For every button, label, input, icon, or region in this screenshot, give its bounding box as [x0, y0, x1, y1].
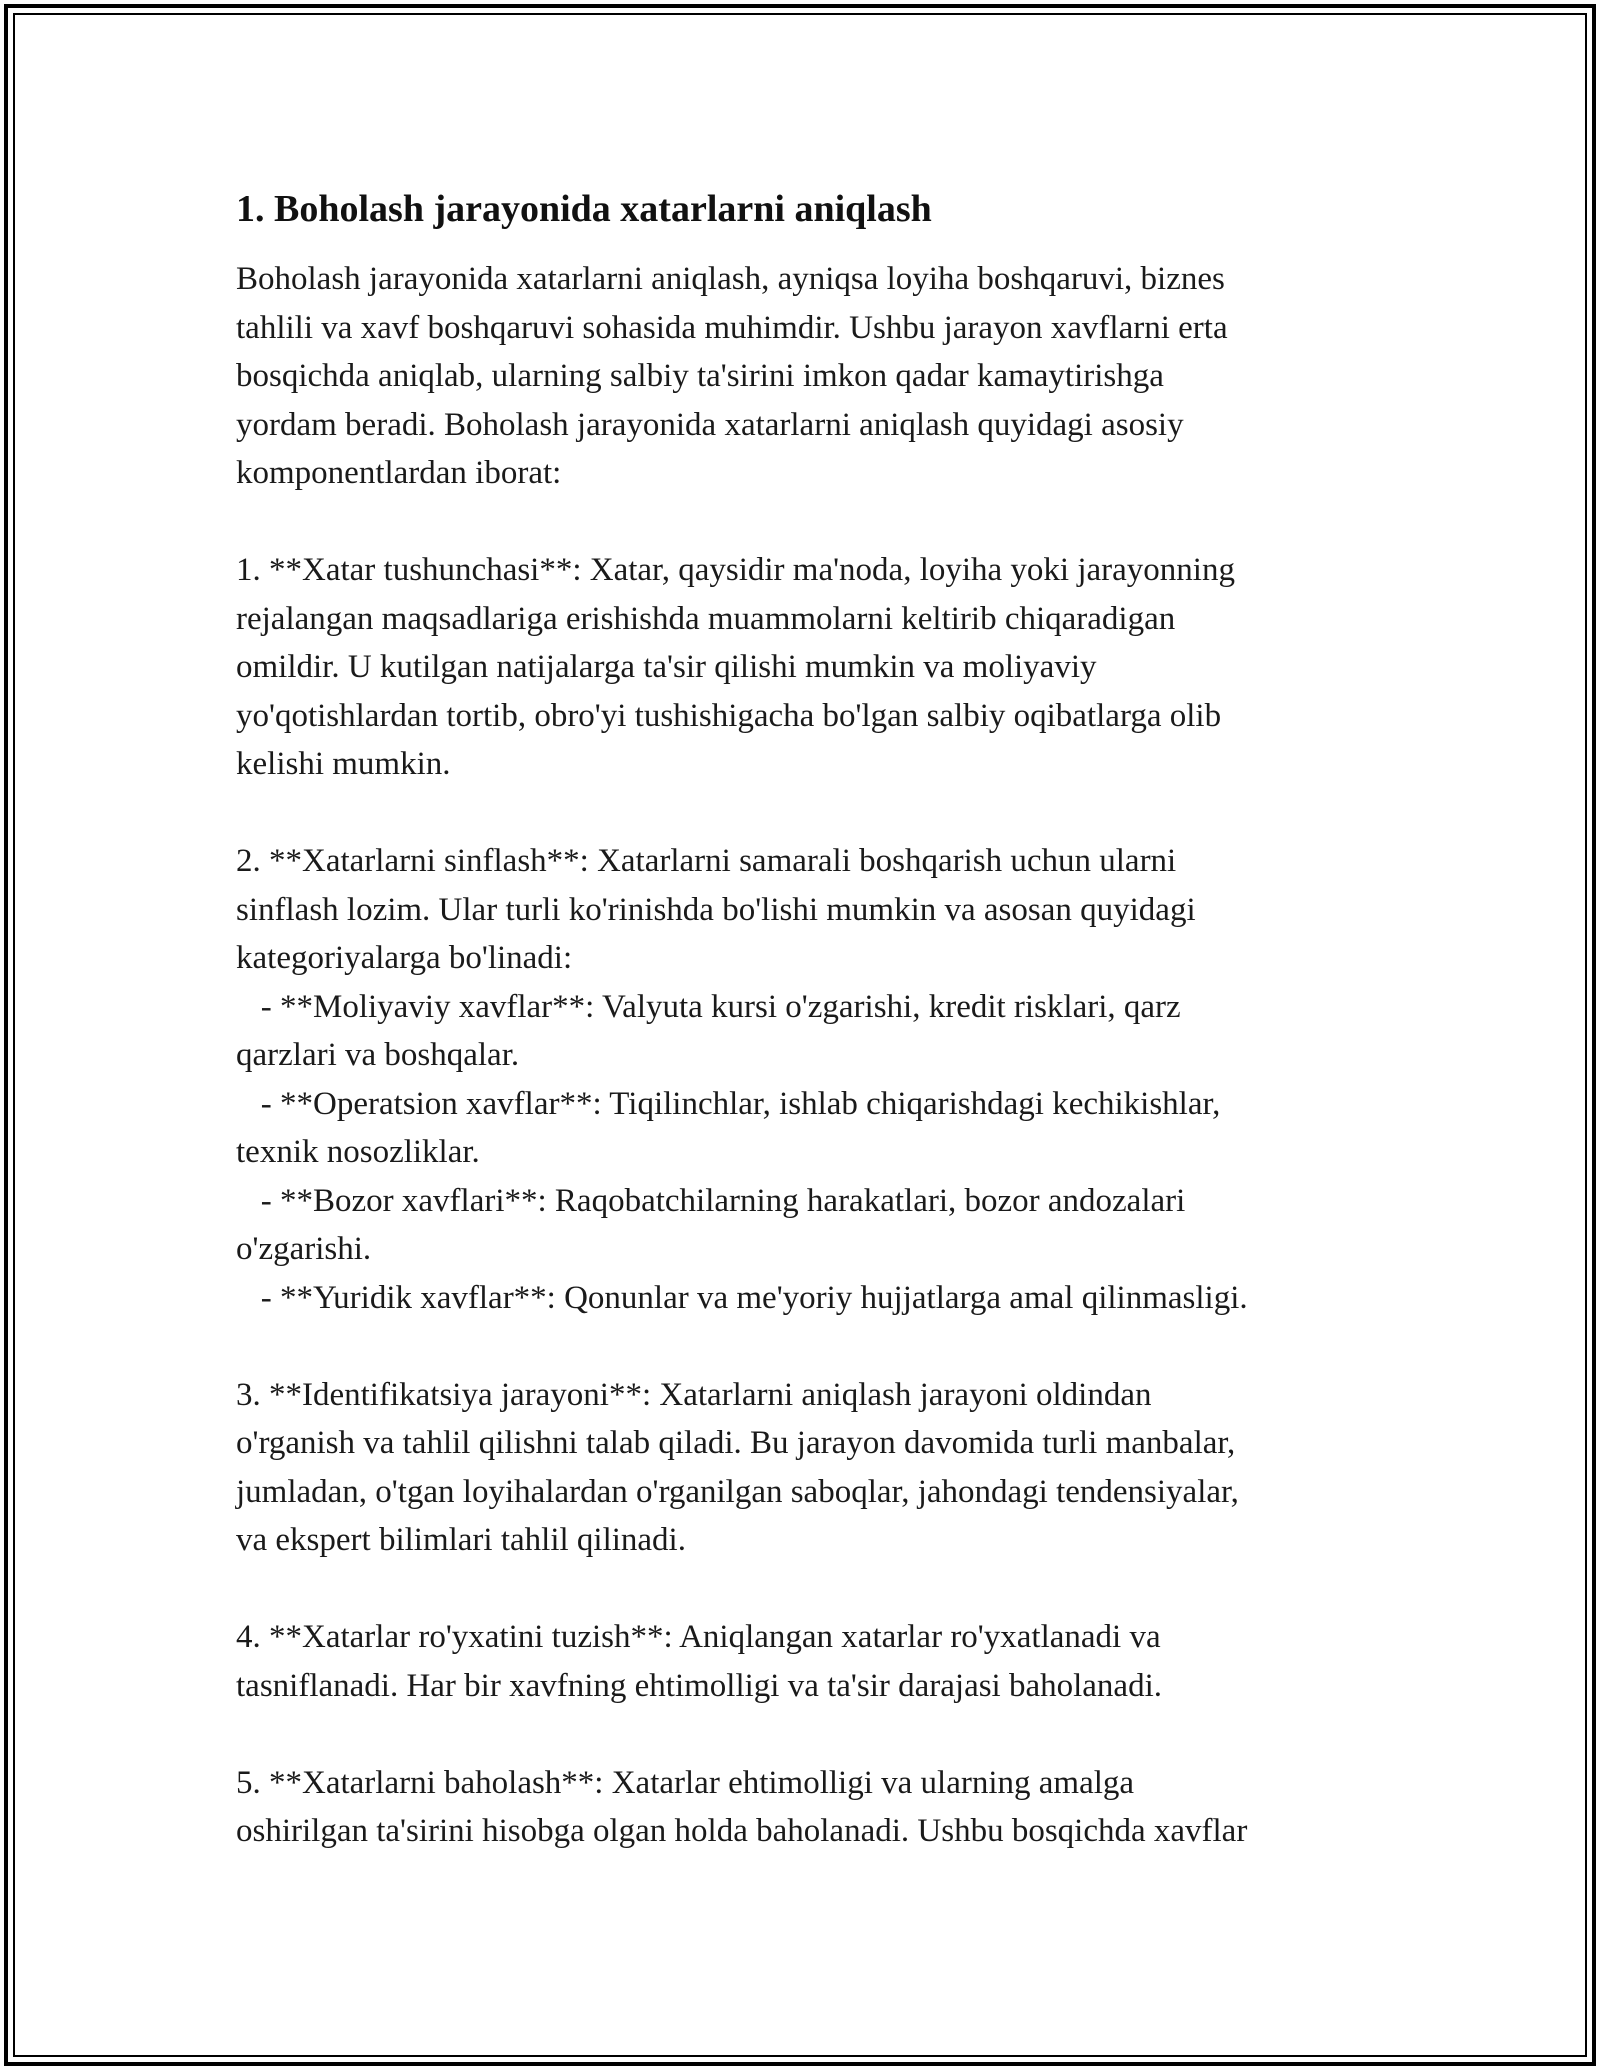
document-title: 1. Boholash jarayonida xatarlarni aniqlash — [236, 188, 932, 230]
document-body: Boholash jarayonida xatarlarni aniqlash, ayniqsa loyiha boshqaruvi, biznes tahlili va xavf boshqaruvi sohasida muhimdir. Ushbu jarayon xavflarni erta bosqichda aniqlab, ularning salbiy ta'sirini imkon qadar kamaytirishga yordam beradi. Boholash jarayonida xatarlarni aniqlash quyidagi asosiy komponentlardan iborat: 1. **Xatar tushunchasi**: Xatar, qaysidir ma'noda, loyiha yoki jarayonning rejalangan maqsadlariga erishishda muammolarni keltirib chiqaradigan omildir. U kutilgan natijalarga ta'sir qilishi mumkin va moliyaviy yo'qotishlardan tortib, obro'yi tushishigacha bo'lgan salbiy oqibatlarga olib kelishi mumkin. 2. **Xatarlarni sinflash**: Xatarlarni samarali boshqarish uchun ularni sinflash lozim. Ular turli ko'rinishda bo'lishi mumkin va asosan quyidagi kategoriyalarga bo'linadi: - **Moliyaviy xavflar**: Valyuta kursi o'zgarishi, kredit risklari, qarz qarzlari va boshqalar. - **Operatsion xavflar**: Tiqilinchlar, ishlab chiqarishdagi kechikishlar, texnik nosozliklar. - **Bozor xavflari**: Raqobatchilarning harakatlari, bozor andozalari o'zgarishi. - **Yuridik xavflar**: Qonunlar va me'yoriy hujjatlarga amal qilinmasligi. 3. **Identifikatsiya jarayoni**: Xatarlarni aniqlash jarayoni oldindan o'rganish va tahlil qilishni talab qiladi. Bu jarayon davomida turli manbalar, jumladan, o'tgan loyihalardan o'rganilgan saboqlar, jahondagi tendensiyalar, va ekspert bilimlari tahlil qilinadi. 4. **Xatarlar ro'yxatini tuzish**: Aniqlangan xatarlar ro'yxatlanadi va tasniflanadi. Har bir xavfning ehtimolligi va ta'sir darajasi baholanadi. 5. **Xatarlarni baholash**: Xatarlar ehtimolligi va ularning amalga oshirilgan ta'sirini hisobga olgan holda baholanadi. Ushbu bosqichda xavflar — [236, 261, 1248, 1849]
document-page — [236, 185, 1376, 1856]
